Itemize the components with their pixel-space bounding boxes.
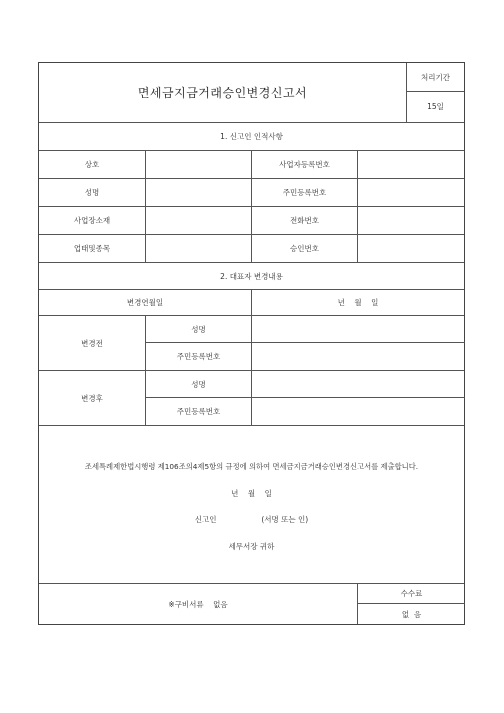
change-date-label: 변경연월일 [126,298,164,307]
section2-header-row [39,263,464,290]
field-label-address: 사업장소재 [73,216,111,225]
after-rrn-row [146,398,465,425]
after-change-label: 변경후 [81,393,103,403]
applicant-label: 신고인 [194,515,217,524]
after-name-value[interactable] [251,371,465,397]
change-date-value[interactable]: 년 월 일 [251,290,464,315]
section1-title: 1. 신고인 인적사항 [220,132,283,141]
field-label-상호: 상호 [84,160,100,169]
before-rrn-label: 주민등록번호 [176,352,221,361]
processing-value: 15일 [427,102,444,111]
field-value-상호[interactable] [145,151,251,178]
attachments-text: ※구비서류 없음 [168,599,228,609]
processing-cell [406,63,464,122]
processing-label: 처리기간 [407,63,464,92]
field-label-phone: 전화번호 [251,207,357,234]
after-name-label: 성명 [191,379,206,389]
before-rrn-value[interactable] [251,343,465,370]
field-label-approval-no: 승인번호 [251,235,357,262]
form-title-cell [39,63,406,122]
after-name-row [146,371,465,398]
field-value-name[interactable] [145,179,251,206]
field-value-phone[interactable] [357,207,464,234]
before-name-row [146,316,465,343]
application-form [38,62,465,625]
before-name-label: 성명 [191,324,206,334]
field-value-rrn[interactable] [357,179,464,206]
fee-value: 없 음 [401,609,422,619]
before-change-fields [145,316,465,370]
change-date-row [39,290,464,316]
field-value-business-type[interactable] [145,235,251,262]
fee-label: 수수료 [358,584,465,604]
section1-row [39,207,464,235]
after-change-block [39,371,464,426]
statement-date[interactable]: 년 월 일 [231,489,272,498]
form-title: 면세금지금거래승인변경신고서 [137,86,308,100]
section1-row [39,235,464,263]
after-rrn-label: 주민등록번호 [176,407,221,416]
after-change-fields [145,371,465,425]
recipient: 세무서장 귀하 [228,542,275,551]
attachments-row [39,584,464,624]
before-rrn-row [146,343,465,370]
section1-header-row [39,123,464,151]
section1-row [39,151,464,179]
after-rrn-value[interactable] [251,398,465,425]
statement-block [39,426,464,584]
statement-text: 조세특례제한법시행령 제106조의4제5항의 규정에 의하여 면세금지금거래승인변경신고서를 제출합니다. [84,462,419,471]
field-label-business-type: 업태및종목 [73,244,111,253]
applicant-line [39,514,464,525]
field-label-business-no: 사업자등록번호 [251,151,357,178]
section1-row [39,179,464,207]
field-label-name: 성명 [84,188,100,197]
fee-cell [357,584,465,624]
field-label-rrn: 주민등록번호 [251,179,357,206]
before-change-label: 변경전 [81,338,103,348]
before-name-value[interactable] [251,316,465,342]
before-change-block [39,316,464,371]
title-row [39,63,464,123]
section2-title: 2. 대표자 변경내용 [220,271,283,281]
field-value-business-no[interactable] [357,151,464,178]
signature-label: (서명 또는 인) [261,515,309,524]
field-value-approval-no[interactable] [357,235,464,262]
field-value-address[interactable] [145,207,251,234]
